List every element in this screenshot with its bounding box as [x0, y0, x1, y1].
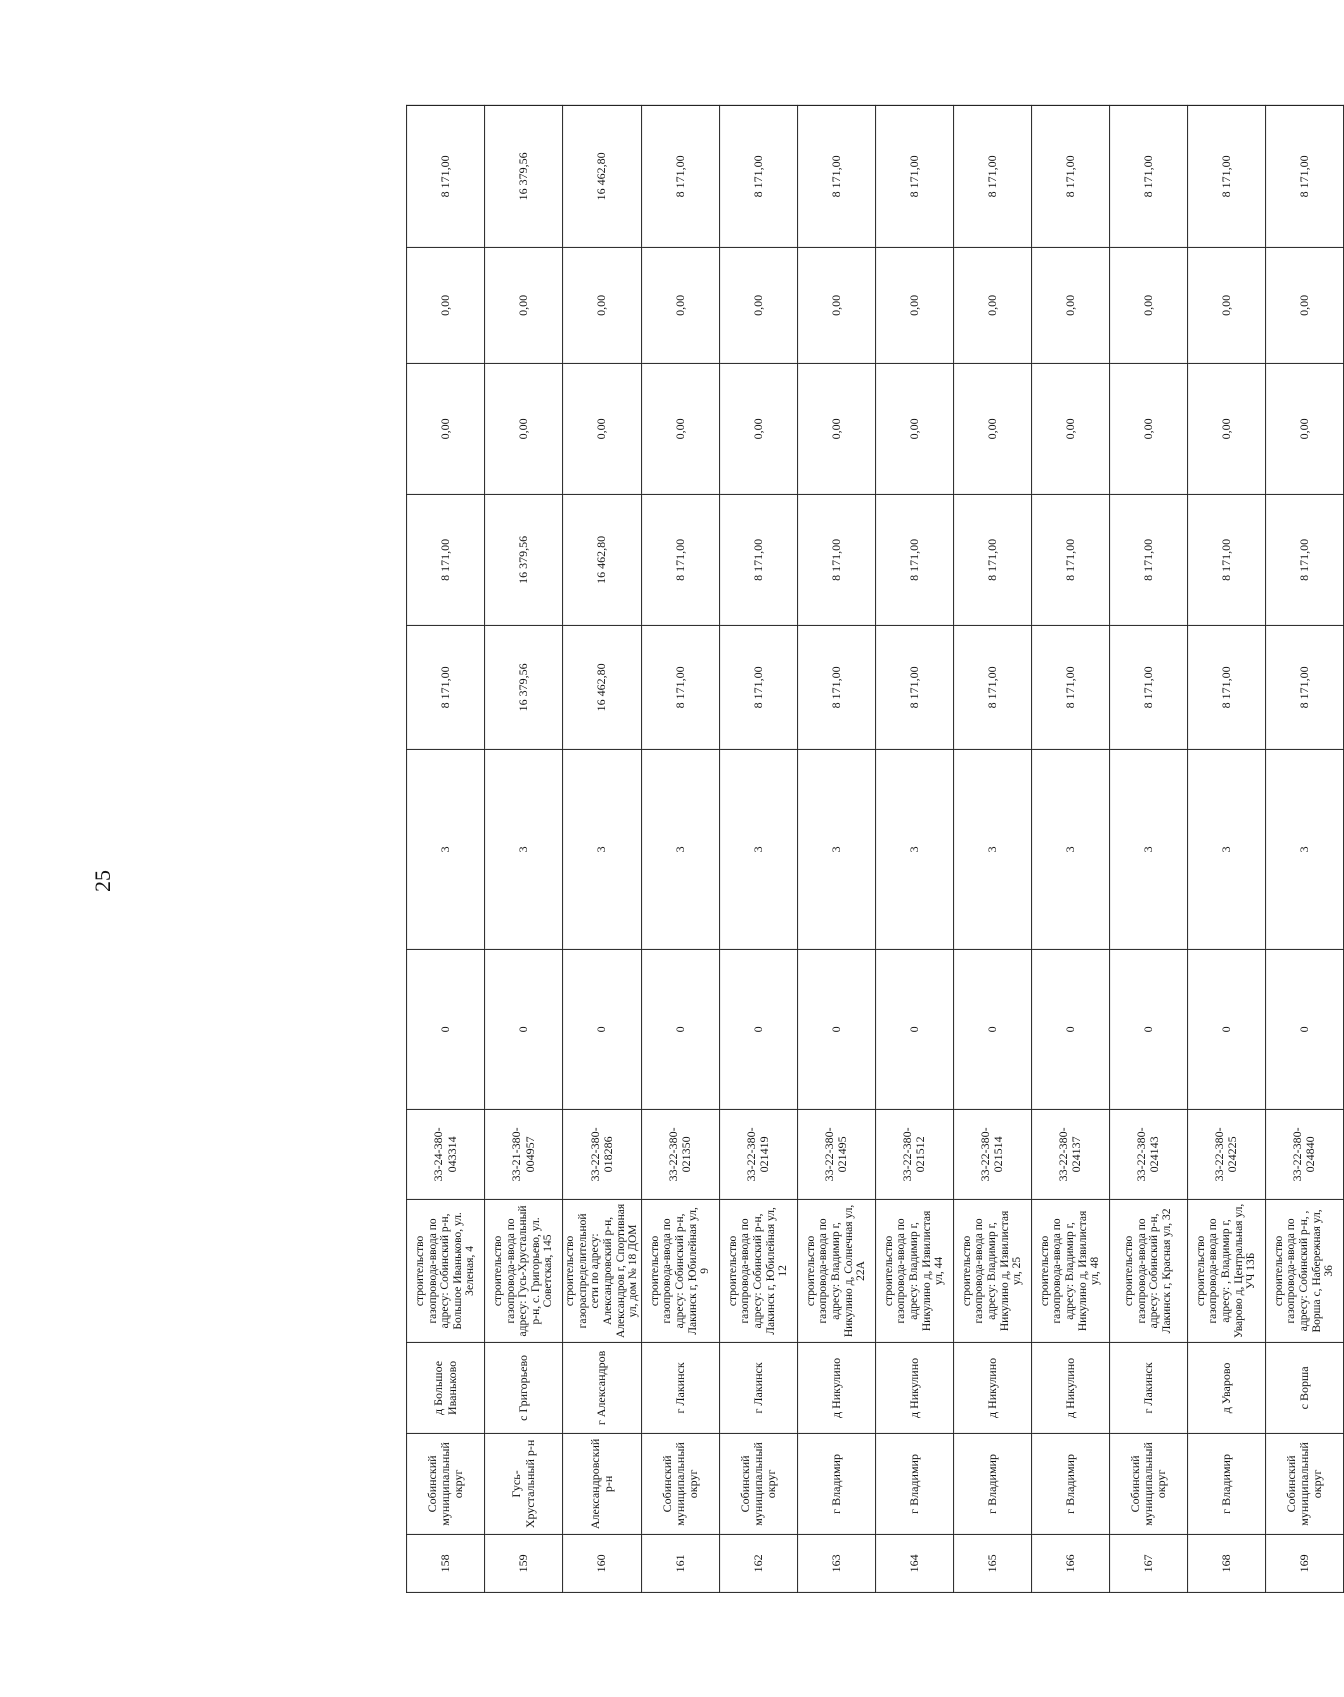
table-body	[407, 105, 1344, 1592]
object-code-cell: 33-22-380-024225	[1187, 1109, 1265, 1199]
amount-cell: 8 171,00	[875, 625, 953, 749]
amount-cell: 0,00	[563, 247, 642, 363]
amount-cell: 8 171,00	[875, 105, 953, 247]
locality-cell: д Большое Иваньково	[407, 1342, 485, 1433]
count-cell: 0	[719, 949, 797, 1109]
amount-cell: 8 171,00	[797, 105, 875, 247]
amount-cell: 0,00	[407, 363, 485, 494]
row-number-cell: 163	[797, 1534, 875, 1592]
count-cell: 0	[953, 949, 1031, 1109]
row-number-cell: 167	[1109, 1534, 1187, 1592]
row-number-cell: 160	[563, 1534, 642, 1592]
table-row	[797, 105, 875, 1592]
amount-cell: 8 171,00	[641, 625, 719, 749]
amount-cell: 8 171,00	[407, 494, 485, 625]
object-code-cell: 33-22-380-021495	[797, 1109, 875, 1199]
table-row	[1109, 105, 1187, 1592]
category-cell: 3	[1109, 749, 1187, 949]
object-code-cell: 33-22-380-021512	[875, 1109, 953, 1199]
amount-cell: 8 171,00	[719, 494, 797, 625]
count-cell: 0	[485, 949, 563, 1109]
table-row	[563, 105, 642, 1592]
row-number-cell: 164	[875, 1534, 953, 1592]
description-cell: строительство газопровода-ввода по адресу: Владимир г, Никулино д, Извилистая ул, 48	[1031, 1199, 1109, 1342]
count-cell: 0	[563, 949, 642, 1109]
amount-cell: 8 171,00	[1187, 105, 1265, 247]
district-cell: г Владимир	[1187, 1433, 1265, 1534]
category-cell: 3	[1187, 749, 1265, 949]
data-table	[406, 105, 1344, 1593]
amount-cell: 0,00	[563, 363, 642, 494]
amount-cell: 8 171,00	[1265, 625, 1343, 749]
amount-cell: 8 171,00	[1031, 625, 1109, 749]
locality-cell: с Григорьево	[485, 1342, 563, 1433]
description-cell: строительство газопровода-ввода по адресу: Владимир г, Никулино д, Извилистая ул, 44	[875, 1199, 953, 1342]
amount-cell: 0,00	[1109, 247, 1187, 363]
district-cell: Александровский р-н	[563, 1433, 642, 1534]
object-code-cell: 33-22-380-021514	[953, 1109, 1031, 1199]
amount-cell: 0,00	[953, 247, 1031, 363]
locality-cell: д Никулино	[875, 1342, 953, 1433]
amount-cell: 8 171,00	[1109, 625, 1187, 749]
amount-cell: 0,00	[641, 363, 719, 494]
district-cell: г Владимир	[953, 1433, 1031, 1534]
amount-cell: 0,00	[875, 363, 953, 494]
object-code-cell: 33-22-380-021419	[719, 1109, 797, 1199]
amount-cell: 0,00	[719, 247, 797, 363]
count-cell: 0	[407, 949, 485, 1109]
description-cell: строительство газопровода-ввода по адресу: , Владимир г, Уварово д, Центральная ул, УЧ 13Б	[1187, 1199, 1265, 1342]
category-cell: 3	[485, 749, 563, 949]
amount-cell: 0,00	[1265, 247, 1343, 363]
amount-cell: 16 462,80	[563, 105, 642, 247]
row-number-cell: 158	[407, 1534, 485, 1592]
row-number-cell: 168	[1187, 1534, 1265, 1592]
amount-cell: 0,00	[407, 247, 485, 363]
amount-cell: 0,00	[485, 247, 563, 363]
locality-cell: д Никулино	[1031, 1342, 1109, 1433]
amount-cell: 8 171,00	[1109, 105, 1187, 247]
amount-cell: 8 171,00	[875, 494, 953, 625]
amount-cell: 8 171,00	[1265, 494, 1343, 625]
locality-cell: г Александров	[563, 1342, 642, 1433]
category-cell: 3	[407, 749, 485, 949]
amount-cell: 8 171,00	[719, 105, 797, 247]
district-cell: г Владимир	[1031, 1433, 1109, 1534]
district-cell: Гусь-Хрустальный р-н	[485, 1433, 563, 1534]
category-cell: 3	[875, 749, 953, 949]
category-cell: 3	[563, 749, 642, 949]
amount-cell: 8 171,00	[641, 105, 719, 247]
table-row	[953, 105, 1031, 1592]
table-row	[641, 105, 719, 1592]
amount-cell: 0,00	[485, 363, 563, 494]
amount-cell: 0,00	[1031, 363, 1109, 494]
district-cell: Собинский муниципальный округ	[719, 1433, 797, 1534]
table-row	[407, 105, 485, 1592]
count-cell: 0	[875, 949, 953, 1109]
category-cell: 3	[719, 749, 797, 949]
category-cell: 3	[1031, 749, 1109, 949]
locality-cell: д Никулино	[797, 1342, 875, 1433]
table-row	[485, 105, 563, 1592]
district-cell: г Владимир	[875, 1433, 953, 1534]
amount-cell: 0,00	[1187, 247, 1265, 363]
amount-cell: 8 171,00	[1187, 625, 1265, 749]
description-cell: строительство газопровода-ввода по адресу: Собинский р-н, Лакинск г, Юбилейная ул, 9	[641, 1199, 719, 1342]
district-cell: Собинский муниципальный округ	[407, 1433, 485, 1534]
amount-cell: 8 171,00	[797, 625, 875, 749]
amount-cell: 8 171,00	[641, 494, 719, 625]
page-number: 25	[90, 870, 115, 892]
amount-cell: 0,00	[641, 247, 719, 363]
district-cell: Собинский муниципальный округ	[1109, 1433, 1187, 1534]
district-cell: Собинский муниципальный округ	[1265, 1433, 1343, 1534]
amount-cell: 0,00	[1265, 363, 1343, 494]
amount-cell: 8 171,00	[407, 625, 485, 749]
object-code-cell: 33-22-380-024137	[1031, 1109, 1109, 1199]
table-row	[1265, 105, 1343, 1592]
amount-cell: 8 171,00	[1265, 105, 1343, 247]
amount-cell: 0,00	[797, 247, 875, 363]
locality-cell: г Лакинск	[1109, 1342, 1187, 1433]
row-number-cell: 166	[1031, 1534, 1109, 1592]
object-code-cell: 33-22-380-024143	[1109, 1109, 1187, 1199]
description-cell: строительство газопровода-ввода по адресу: Владимир г, Никулино д, Солнечная ул, 22А	[797, 1199, 875, 1342]
description-cell: строительство газопровода-ввода по адресу: Собинский р-н, Лакинск г, Красная ул, 32	[1109, 1199, 1187, 1342]
amount-cell: 0,00	[875, 247, 953, 363]
count-cell: 0	[1109, 949, 1187, 1109]
count-cell: 0	[641, 949, 719, 1109]
object-code-cell: 33-21-380-004957	[485, 1109, 563, 1199]
amount-cell: 8 171,00	[1031, 105, 1109, 247]
row-number-cell: 162	[719, 1534, 797, 1592]
amount-cell: 8 171,00	[1031, 494, 1109, 625]
amount-cell: 0,00	[797, 363, 875, 494]
row-number-cell: 169	[1265, 1534, 1343, 1592]
amount-cell: 0,00	[953, 363, 1031, 494]
amount-cell: 8 171,00	[953, 105, 1031, 247]
locality-cell: с Ворша	[1265, 1342, 1343, 1433]
table-row	[1187, 105, 1265, 1592]
amount-cell: 0,00	[1109, 363, 1187, 494]
amount-cell: 0,00	[1031, 247, 1109, 363]
amount-cell: 8 171,00	[719, 625, 797, 749]
count-cell: 0	[797, 949, 875, 1109]
category-cell: 3	[641, 749, 719, 949]
count-cell: 0	[1187, 949, 1265, 1109]
table-row	[1031, 105, 1109, 1592]
object-code-cell: 33-24-380-043314	[407, 1109, 485, 1199]
category-cell: 3	[953, 749, 1031, 949]
amount-cell: 16 379,56	[485, 105, 563, 247]
description-cell: строительство газопровода-ввода по адресу: Владимир г, Никулино д, Извилистая ул, 25	[953, 1199, 1031, 1342]
category-cell: 3	[797, 749, 875, 949]
category-cell: 3	[1265, 749, 1343, 949]
row-number-cell: 161	[641, 1534, 719, 1592]
description-cell: строительство газопровода-ввода по адресу: Гусь-Хрустальный р-н, с. Григорьево, ул. Советская, 145	[485, 1199, 563, 1342]
locality-cell: д Никулино	[953, 1342, 1031, 1433]
description-cell: строительство газопровода-ввода по адресу: Собинский р-н, , Ворша с, Набережная ул, 36	[1265, 1199, 1343, 1342]
object-code-cell: 33-22-380-021350	[641, 1109, 719, 1199]
amount-cell: 16 462,80	[563, 625, 642, 749]
amount-cell: 8 171,00	[953, 625, 1031, 749]
description-cell: строительство газораспределительной сети по адресу: Александровский р-н, Александров г, Спортивная ул, дом № 18 ДОМ	[563, 1199, 642, 1342]
amount-cell: 8 171,00	[407, 105, 485, 247]
locality-cell: г Лакинск	[641, 1342, 719, 1433]
amount-cell: 0,00	[1187, 363, 1265, 494]
locality-cell: д Уварово	[1187, 1342, 1265, 1433]
amount-cell: 8 171,00	[1187, 494, 1265, 625]
table-row	[719, 105, 797, 1592]
amount-cell: 16 379,56	[485, 625, 563, 749]
description-cell: строительство газопровода-ввода по адресу: Собинский р-н, Лакинск г, Юбилейная ул, 12	[719, 1199, 797, 1342]
count-cell: 0	[1265, 949, 1343, 1109]
description-cell: строительство газопровода-ввода по адресу: Собинский р-н, Большое Иваньково, ул. Зеленая, 4	[407, 1199, 485, 1342]
amount-cell: 8 171,00	[797, 494, 875, 625]
amount-cell: 16 462,80	[563, 494, 642, 625]
row-number-cell: 165	[953, 1534, 1031, 1592]
amount-cell: 8 171,00	[953, 494, 1031, 625]
amount-cell: 16 379,56	[485, 494, 563, 625]
amount-cell: 8 171,00	[1109, 494, 1187, 625]
table-row	[875, 105, 953, 1592]
object-code-cell: 33-22-380-024840	[1265, 1109, 1343, 1199]
row-number-cell: 159	[485, 1534, 563, 1592]
object-code-cell: 33-22-380-018286	[563, 1109, 642, 1199]
district-cell: Собинский муниципальный округ	[641, 1433, 719, 1534]
count-cell: 0	[1031, 949, 1109, 1109]
district-cell: г Владимир	[797, 1433, 875, 1534]
amount-cell: 0,00	[719, 363, 797, 494]
locality-cell: г Лакинск	[719, 1342, 797, 1433]
